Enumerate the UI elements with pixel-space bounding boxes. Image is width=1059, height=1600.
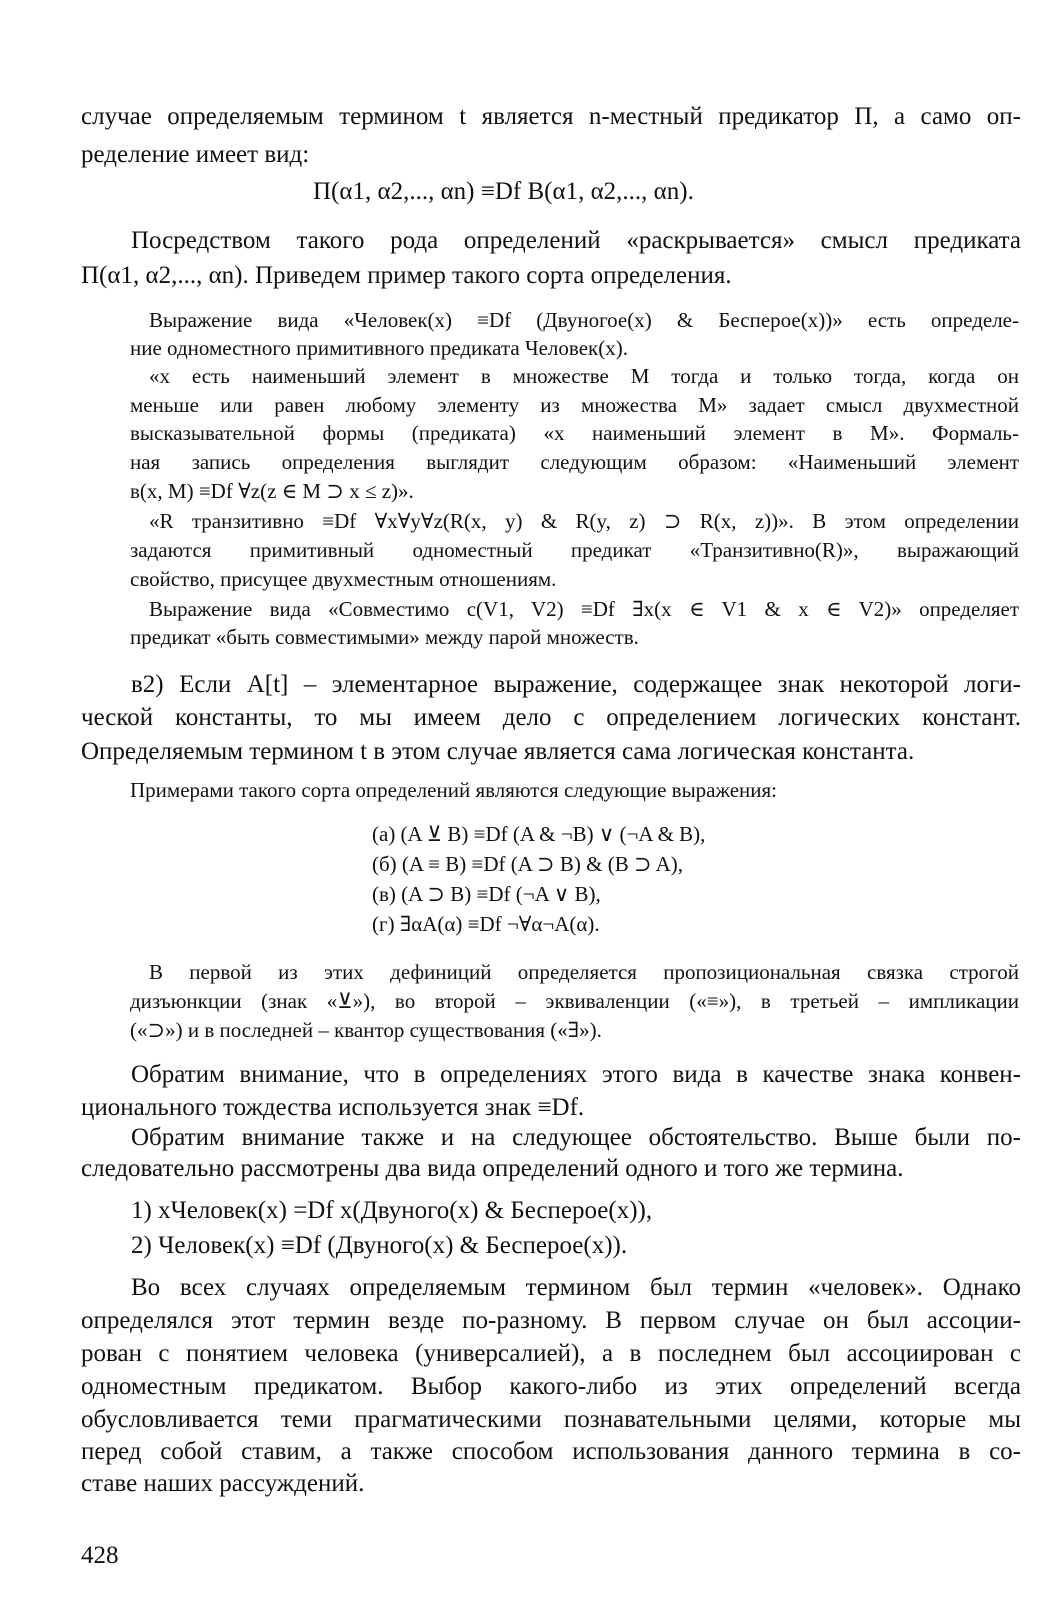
text-line: в(x, M) ≡Df ∀z(z ∈ M ⊃ x ≤ z)».	[130, 479, 414, 503]
formula-line: (б) (A ≡ B) ≡Df (A ⊃ B) & (B ⊃ A),	[372, 852, 684, 876]
formula-line: (а) (A ⊻ B) ≡Df (A & ¬B) ∨ (¬A & B),	[372, 822, 706, 846]
text-line: рован с понятием человека (универсалией), а в последнем был ассоциирован с	[81, 1340, 1021, 1367]
text-line: Примерами такого сорта определений являются следующие выражения:	[130, 778, 778, 802]
text-line: Посредством такого рода определений «раскрывается» смысл предиката	[131, 227, 1021, 254]
formula-line: (в) (A ⊃ B) ≡Df (¬A ∨ B),	[372, 882, 601, 906]
text-line: меньше или равен любому элементу из множества M» задает смысл двухместной	[130, 393, 1019, 417]
text-line: следовательно рассмотрены два вида определений одного и того же термина.	[81, 1155, 904, 1182]
text-line: Определяемым термином t в этом случае является сама логическая константа.	[81, 738, 915, 765]
text-line: задаются примитивный одноместный предикат «Транзитивно(R)», выражающий	[130, 538, 1019, 562]
text-line: дизъюнкции (знак «⊻»), во второй – эквиваленции («≡»), в третьей – импликации	[130, 989, 1019, 1013]
formula-line: П(α1, α2,..., αn) ≡Df B(α1, α2,..., αn).	[313, 178, 694, 205]
text-line: ставе наших рассуждений.	[81, 1470, 365, 1497]
text-line: обусловливается теми прагматическими познавательными целями, которые мы	[81, 1406, 1021, 1433]
text-line: ционального тождества используется знак ≡Df.	[81, 1094, 585, 1121]
text-line: перед собой ставим, а также способом использования данного термина в со-	[81, 1438, 1021, 1465]
text-line: В первой из этих дефиниций определяется пропозициональная связка строгой	[149, 960, 1019, 984]
text-line: случае определяемым термином t является n-местный предикатор П, а само оп-	[81, 103, 1021, 130]
text-line: П(α1, α2,..., αn). Приведем пример такого сорта определения.	[81, 262, 732, 289]
formula-line: 1) xЧеловек(x) =Df x(Двуного(x) & Бесперое(x)),	[131, 1197, 653, 1224]
text-line: одноместным предикатом. Выбор какого-либо из этих определений всегда	[81, 1373, 1021, 1400]
text-line: определялся этот термин везде по-разному. В первом случае он был ассоции-	[81, 1307, 1021, 1334]
text-line: предикат «быть совместимыми» между парой множеств.	[130, 625, 639, 649]
text-line: «x есть наименьший элемент в множестве M тогда и только тогда, когда он	[149, 364, 1019, 388]
text-line: ределение имеет вид:	[81, 141, 310, 168]
text-line: Обратим внимание также и на следующее обстоятельство. Выше были по-	[131, 1124, 1021, 1151]
text-line: Выражение вида «Совместимо с(V1, V2) ≡Df ∃x(x ∈ V1 & x ∈ V2)» определяет	[149, 597, 1019, 621]
formula-line: (г) ∃αA(α) ≡Df ¬∀α¬A(α).	[372, 912, 600, 936]
text-line: ная запись определения выглядит следующим образом: «Наименьший элемент	[130, 450, 1019, 474]
page-number: 428	[81, 1542, 119, 1569]
text-line: Во всех случаях определяемым термином был термин «человек». Однако	[131, 1274, 1021, 1301]
text-line: «R транзитивно ≡Df ∀x∀y∀z(R(x, y) & R(y, z) ⊃ R(x, z))». В этом определении	[149, 509, 1019, 533]
text-line: («⊃») и в последней – квантор существования («∃»).	[130, 1018, 602, 1042]
text-line: свойство, присущее двухместным отношениям.	[130, 567, 557, 591]
text-line: ческой константы, то мы имеем дело с определением логических констант.	[81, 704, 1021, 731]
text-line: высказывательной формы (предиката) «x наименьший элемент в M». Формаль-	[130, 421, 1019, 445]
formula-line: 2) Человек(x) ≡Df (Двуного(x) & Бесперое(x)).	[131, 1232, 628, 1259]
text-line: в2) Если A[t] – элементарное выражение, содержащее знак некоторой логи-	[131, 671, 1021, 698]
text-line: Выражение вида «Человек(x) ≡Df (Двуногое(x) & Бесперое(x))» есть определе-	[149, 308, 1019, 332]
text-line: ние одноместного примитивного предиката Человек(x).	[130, 336, 628, 360]
text-line: Обратим внимание, что в определениях этого вида в качестве знака конвен-	[131, 1061, 1021, 1088]
